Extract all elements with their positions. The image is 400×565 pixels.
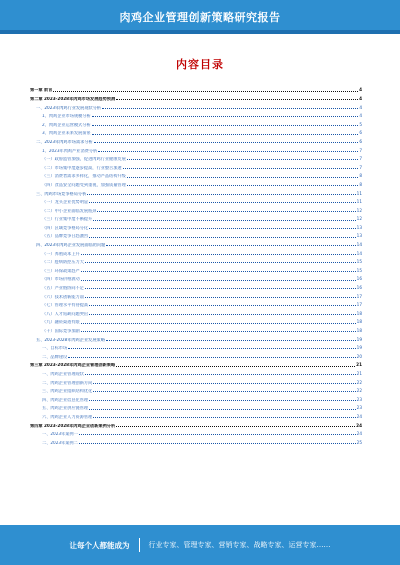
toc-leader-dots — [81, 331, 356, 332]
toc-entry-page: 20 — [356, 353, 362, 359]
toc-leader-dots — [85, 297, 356, 298]
toc-entry-title: 第三章 2023-2028年肉鸡企业管理创新策略 — [30, 363, 116, 368]
toc-leader-dots — [79, 434, 356, 435]
toc-leader-dots — [68, 348, 356, 349]
toc-leader-dots — [123, 168, 359, 169]
toc-entry-page: 7 — [359, 164, 362, 170]
toc-entry-title: （三）环保政策趋严 — [42, 268, 80, 273]
toc-entry[interactable] — [30, 101, 362, 110]
toc-entry[interactable] — [30, 402, 362, 411]
toc-entry[interactable] — [30, 282, 362, 291]
toc-entry-title: （三）行业集中度不断提升 — [42, 217, 93, 222]
toc-entry-title: 五、肉鸡企业供应链管理 — [42, 406, 89, 411]
toc-entry-page: 22 — [356, 379, 362, 385]
toc-entry[interactable] — [30, 127, 362, 136]
toc-leader-dots — [81, 323, 356, 324]
toc-entry-title: （一）龙头企业优势明显 — [42, 200, 89, 205]
toc-entry-title: （五）品牌竞争日趋激烈 — [42, 234, 89, 239]
toc-entry[interactable] — [30, 299, 362, 308]
toc-entry[interactable] — [30, 411, 362, 420]
toc-entry[interactable] — [30, 153, 362, 162]
toc-leader-dots — [93, 417, 355, 418]
toc-entry-page: 24 — [356, 431, 362, 437]
toc-entry-title: 二、2023年案例二 — [42, 440, 78, 445]
toc-entry-page: 11 — [356, 190, 362, 196]
toc-entry-title: 第二章 2023-2028年肉鸡市场发展趋势预测 — [30, 96, 116, 101]
toc-entry-page: 16 — [356, 276, 362, 282]
toc-entry-page: 7 — [359, 147, 362, 153]
toc-entry[interactable] — [30, 359, 362, 368]
toc-entry-title: 五、2023-2028年肉鸡企业发展策略 — [36, 337, 105, 342]
toc-entry-title: 一、2023年肉鸡行业发展现状分析 — [36, 105, 102, 110]
banner-stripe — [0, 30, 400, 34]
toc-entry-page: 14 — [356, 242, 362, 248]
footer-slogan: 让每个人都能成为 — [69, 540, 130, 550]
toc-leader-dots — [68, 357, 356, 358]
toc-entry-page: 23 — [356, 396, 362, 402]
toc-entry-page: 4 — [359, 87, 362, 93]
toc-entry-page: 4 — [359, 104, 362, 110]
toc-entry-title: 第四章 2023-2028年肉鸡企业创新案例分析 — [30, 423, 116, 428]
toc-entry-title: 1、2023年肉鸡产业消费分析 — [42, 148, 98, 153]
footer-tagline: 行业专家、管理专家、营销专家、战略专家、运营专家…… — [148, 541, 331, 549]
toc-entry-page: 24 — [356, 413, 362, 419]
toc-entry[interactable] — [30, 316, 362, 325]
toc-leader-dots — [81, 254, 356, 255]
toc-entry[interactable] — [30, 161, 362, 170]
toc-leader-dots — [89, 237, 356, 238]
toc-entry[interactable] — [30, 350, 362, 359]
toc-entry-title: （二）中小企业面临发展瓶颈 — [42, 208, 97, 213]
toc-entry-page: 4 — [359, 113, 362, 119]
toc-entry[interactable] — [30, 264, 362, 273]
toc-entry-page: 6 — [359, 130, 362, 136]
toc-leader-dots — [89, 314, 356, 315]
toc-leader-dots — [93, 391, 355, 392]
toc-entry[interactable] — [30, 342, 362, 351]
toc-leader-dots — [89, 400, 356, 401]
toc-entry-title: （四）区域竞争格局分化 — [42, 225, 89, 230]
toc-entry-title: 三、肉鸡市场竞争格局分析 — [36, 191, 87, 196]
toc-entry-title: 三、肉鸡企业组织结构优化 — [42, 389, 93, 394]
footer-divider — [139, 538, 140, 552]
toc-entry-title: 四、2023年肉鸡企业发展面临的问题 — [36, 243, 106, 248]
toc-entry-page: 12 — [356, 216, 362, 222]
toc-entry-page: 21 — [356, 370, 362, 376]
toc-entry[interactable] — [30, 273, 362, 282]
toc-leader-dots — [116, 426, 355, 427]
toc-leader-dots — [106, 340, 356, 341]
toc-entry-title: 六、肉鸡企业人力资源管理 — [42, 414, 93, 419]
bottom-banner — [0, 525, 400, 565]
toc-leader-dots — [92, 134, 359, 135]
toc-entry-title: （七）管理水平有待提高 — [42, 303, 89, 308]
toc-entry-page: 13 — [356, 224, 362, 230]
toc-entry-title: （九）融资渠道有限 — [42, 320, 80, 325]
toc-entry-title: （八）人才短缺问题突出 — [42, 311, 89, 316]
toc-entry-title: （十）国际竞争加剧 — [42, 329, 80, 334]
toc-entry-page: 15 — [356, 259, 362, 265]
toc-entry[interactable] — [30, 256, 362, 265]
toc-leader-dots — [81, 280, 356, 281]
toc-entry[interactable] — [30, 230, 362, 239]
toc-entry[interactable] — [30, 170, 362, 179]
toc-entry[interactable] — [30, 110, 362, 119]
toc-entry-title: 四、肉鸡企业信息化管理 — [42, 397, 89, 402]
toc-entry-title: 二、2023年肉鸡市场需求分析 — [36, 139, 93, 144]
toc-leader-dots — [93, 220, 355, 221]
toc-leader-dots — [89, 409, 356, 410]
toc-entry[interactable] — [30, 84, 362, 93]
toc-entry[interactable] — [30, 307, 362, 316]
toc-leader-dots — [127, 159, 359, 160]
toc-leader-dots — [97, 211, 355, 212]
toc-entry-page: 12 — [356, 207, 362, 213]
toc-leader-dots — [89, 228, 356, 229]
toc-entry[interactable] — [30, 187, 362, 196]
toc-entry[interactable] — [30, 393, 362, 402]
toc-leader-dots — [106, 245, 355, 246]
toc-entry-title: 1、肉鸡企业市场规模分析 — [42, 114, 91, 119]
toc-entry-page: 24 — [356, 422, 362, 428]
toc-entry-page: 18 — [356, 310, 362, 316]
toc-entry-page: 22 — [356, 388, 362, 394]
toc-entry-page: 15 — [356, 267, 362, 273]
toc-entry[interactable] — [30, 385, 362, 394]
toc-entry-page: 17 — [356, 293, 362, 299]
toc-entry[interactable] — [30, 222, 362, 231]
toc-leader-dots — [85, 262, 356, 263]
toc-entry[interactable] — [30, 204, 362, 213]
toc-entry[interactable] — [30, 196, 362, 205]
toc-entry-page: 18 — [356, 328, 362, 334]
toc-entry-title: 第一章 前言 — [30, 88, 53, 93]
toc-entry-title: （五）产业链协同不足 — [42, 286, 84, 291]
toc-entry[interactable] — [30, 239, 362, 248]
toc-entry-title: 3、肉鸡企业未来发展前景 — [42, 131, 91, 136]
toc-entry-title: 二、品牌建设 — [42, 354, 68, 359]
toc-entry-page: 23 — [356, 405, 362, 411]
toc-leader-dots — [87, 194, 355, 195]
toc-entry[interactable] — [30, 93, 362, 102]
toc-entry-title: （一）养殖成本上升 — [42, 251, 80, 256]
toc-entry[interactable] — [30, 144, 362, 153]
toc-entry[interactable] — [30, 368, 362, 377]
toc-entry-page: 21 — [356, 362, 362, 368]
toc-entry-title: （四）市场价格波动 — [42, 277, 80, 282]
toc-entry-page: 4 — [359, 95, 362, 101]
toc-leader-dots — [89, 202, 356, 203]
toc-leader-dots — [94, 142, 359, 143]
toc-entry-title: 二、肉鸡企业管理创新方向 — [42, 380, 93, 385]
toc-entry[interactable] — [30, 325, 362, 334]
toc-entry-page: 14 — [356, 250, 362, 256]
toc-leader-dots — [98, 151, 358, 152]
toc-entry[interactable] — [30, 290, 362, 299]
toc-leader-dots — [85, 288, 356, 289]
toc-entry-title: （一）政府监管加强，促进肉鸡行业健康发展 — [42, 157, 126, 162]
toc-leader-dots — [93, 383, 355, 384]
toc-entry-page: 25 — [356, 439, 362, 445]
toc-entry-page: 8 — [359, 181, 362, 187]
document-title: 肉鸡企业管理创新策略研究报告 — [119, 11, 281, 24]
toc-entry-page: 16 — [356, 285, 362, 291]
toc-leader-dots — [79, 443, 356, 444]
toc-leader-dots — [89, 305, 356, 306]
toc-entry-page: 18 — [356, 319, 362, 325]
toc-entry-page: 8 — [359, 173, 362, 179]
toc-entry[interactable] — [30, 213, 362, 222]
toc-entry-title: （三）消费者需求多样化，推动产品结构升级 — [42, 174, 126, 179]
toc-leader-dots — [127, 177, 359, 178]
toc-entry-title: （二）疫病防控压力大 — [42, 260, 84, 265]
toc-leader-dots — [85, 374, 356, 375]
toc-entry[interactable] — [30, 136, 362, 145]
toc-entry[interactable] — [30, 247, 362, 256]
toc-leader-dots — [81, 271, 356, 272]
table-of-contents — [30, 84, 362, 445]
toc-entry-page: 11 — [356, 199, 362, 205]
toc-entry-title: 一、目标市场 — [42, 346, 68, 351]
toc-leader-dots — [53, 91, 358, 92]
toc-heading: 内容目录 — [176, 58, 224, 71]
toc-entry-page: 13 — [356, 233, 362, 239]
toc-entry[interactable] — [30, 436, 362, 445]
toc-entry[interactable] — [30, 376, 362, 385]
toc-entry[interactable] — [30, 333, 362, 342]
toc-entry[interactable] — [30, 179, 362, 188]
toc-entry[interactable] — [30, 419, 362, 428]
top-banner — [0, 0, 400, 34]
toc-entry-title: 一、2023年案例一 — [42, 432, 78, 437]
toc-entry-page: 19 — [356, 336, 362, 342]
toc-leader-dots — [116, 366, 355, 367]
toc-leader-dots — [92, 116, 359, 117]
toc-leader-dots — [102, 108, 358, 109]
toc-entry[interactable] — [30, 428, 362, 437]
toc-entry-title: （六）技术创新能力弱 — [42, 294, 84, 299]
toc-leader-dots — [92, 125, 359, 126]
toc-entry-title: （二）市场集中度逐步提高，行业整合加速 — [42, 165, 122, 170]
toc-entry-title: 一、肉鸡企业管理现状 — [42, 371, 84, 376]
toc-entry-title: 2、肉鸡企业运营模式分析 — [42, 122, 91, 127]
toc-leader-dots — [127, 185, 359, 186]
toc-leader-dots — [116, 99, 358, 100]
toc-entry[interactable] — [30, 118, 362, 127]
toc-entry-page: 6 — [359, 138, 362, 144]
toc-entry-page: 7 — [359, 156, 362, 162]
toc-entry-page: 5 — [359, 121, 362, 127]
toc-entry-page: 17 — [356, 302, 362, 308]
toc-entry-page: 19 — [356, 345, 362, 351]
toc-entry-title: （四）食品安全问题受到重视，加强质量管理 — [42, 182, 126, 187]
